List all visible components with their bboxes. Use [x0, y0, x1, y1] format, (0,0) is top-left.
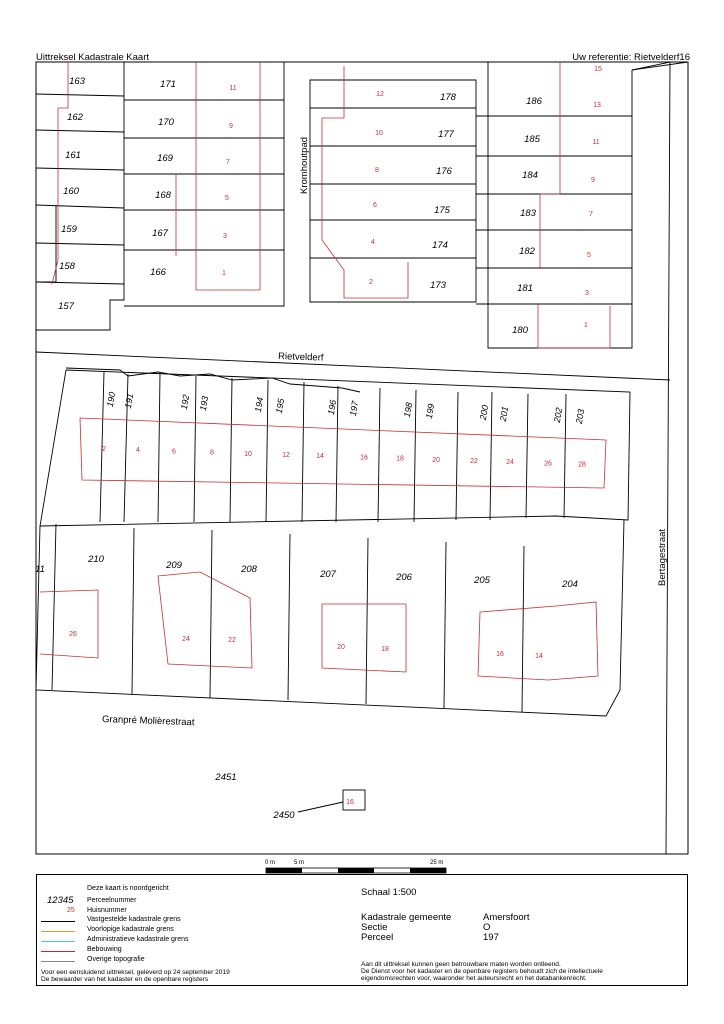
- pn-ra-5: 173: [430, 280, 446, 291]
- row-house-numbers: [102, 446, 586, 469]
- street-rietvelderf: Rietvelderf: [277, 351, 324, 364]
- row-parcel-numbers: [105, 391, 586, 425]
- hn-row-2: 6: [172, 448, 176, 456]
- hn-row-0: 2: [102, 446, 106, 453]
- pn-row-4: 194: [252, 396, 266, 413]
- pn-rb-4: 182: [519, 246, 535, 257]
- pn-left-4: 159: [61, 224, 77, 235]
- hn-2450: 16: [346, 799, 354, 806]
- hn-top-rb-4: 7: [589, 211, 593, 218]
- sectie-label: Sectie: [361, 922, 388, 933]
- hn-top-ra-0: 12: [376, 91, 384, 98]
- hn-bottom-4: 18: [381, 646, 389, 653]
- reference-text: Uw referentie: Rietvelderf16: [572, 52, 690, 63]
- hn-top-mid-5: 1: [222, 270, 226, 277]
- pn-ra-2: 176: [436, 166, 452, 177]
- legend-footer-1: Voor een eensluidend uittreksel, geleverd op 24 september 2019: [41, 969, 230, 976]
- pn-rb-5: 181: [517, 283, 533, 294]
- disclaimer-3: eigendomsrechten voor, waaronder het auteursrecht en het databankenrecht.: [361, 975, 587, 982]
- pn-bottom-0: 11: [35, 564, 45, 575]
- perceel-value: 197: [483, 932, 499, 943]
- hn-top-mid-4: 3: [223, 233, 227, 240]
- hn-bottom-1: 24: [182, 636, 190, 643]
- hn-row-13: 28: [578, 461, 586, 469]
- pn-2451: 2451: [215, 772, 237, 783]
- pn-left-5: 158: [59, 261, 75, 272]
- hn-row-5: 12: [282, 452, 290, 459]
- disclaimer-1: Aan dit uittreksel kunnen geen betrouwbare maten worden ontleend.: [361, 961, 561, 968]
- hn-bottom-6: 14: [535, 653, 543, 660]
- hn-top-rb-7: 1: [584, 322, 588, 329]
- pn-mid-5: 166: [150, 267, 166, 278]
- pn-left-0: 163: [69, 76, 85, 87]
- pn-rb-1: 185: [524, 134, 540, 145]
- hn-row-3: 8: [210, 449, 214, 457]
- pn-bottom-7: 204: [562, 579, 578, 590]
- sectie-value: O: [483, 922, 491, 933]
- legend-footer-2: De bewaarder van het kadaster en de openbare registers: [41, 976, 209, 983]
- pn-rb-6: 180: [512, 325, 528, 336]
- pn-row-12: 202: [551, 406, 565, 424]
- gemeente-label: Kadastrale gemeente: [361, 912, 452, 923]
- scale-t25: 25 m: [430, 860, 444, 866]
- scale-t0: 0 m: [265, 860, 276, 866]
- pn-row-8: 198: [401, 401, 415, 419]
- hn-top-rb-1: 13: [593, 102, 601, 109]
- pn-ra-3: 175: [434, 205, 450, 216]
- hn-row-1: 4: [136, 447, 140, 455]
- pn-ra-0: 178: [440, 92, 456, 103]
- hn-top-rb-0: 15: [594, 66, 602, 73]
- hn-top-ra-1: 10: [375, 130, 383, 137]
- pn-row-1: 191: [122, 392, 136, 410]
- pn-row-2: 192: [178, 393, 192, 411]
- pn-mid-4: 167: [152, 228, 168, 239]
- hn-row-11: 24: [506, 459, 514, 467]
- pn-left-3: 160: [63, 186, 79, 197]
- pn-row-11: 201: [497, 405, 511, 423]
- gemeente-value: Amersfoort: [483, 912, 530, 923]
- hn-top-ra-2: 8: [375, 167, 379, 174]
- hn-row-6: 14: [316, 453, 324, 461]
- pn-bottom-3: 208: [241, 564, 257, 575]
- perceel-label: Perceel: [361, 932, 394, 943]
- legend-parcel-label: Perceelnummer: [87, 897, 137, 904]
- pn-mid-2: 169: [157, 153, 173, 164]
- pn-left-6: 157: [58, 301, 74, 312]
- pn-left-1: 162: [67, 112, 83, 123]
- pn-bottom-4: 207: [320, 569, 336, 580]
- street-bertagestraat: Bertagestraat: [657, 528, 668, 586]
- hn-row-7: 16: [360, 454, 368, 462]
- hn-bottom-0: 26: [69, 631, 77, 638]
- pn-bottom-2: 209: [166, 560, 182, 571]
- hn-row-8: 18: [396, 455, 404, 463]
- hn-top-mid-1: 9: [229, 123, 233, 130]
- hn-top-rb-2: 11: [592, 139, 600, 146]
- hn-row-4: 10: [244, 450, 252, 458]
- pn-mid-3: 168: [155, 190, 171, 201]
- hn-row-10: 22: [470, 458, 478, 465]
- buildings: [40, 62, 610, 680]
- street-granpre: Granpré Molièrestraat: [101, 714, 195, 729]
- scale-bar: [265, 860, 446, 873]
- pn-bottom-5: 206: [396, 572, 412, 583]
- pn-row-9: 199: [423, 402, 437, 420]
- pn-row-10: 200: [477, 404, 491, 421]
- pn-rb-3: 183: [520, 208, 536, 219]
- pn-mid-1: 170: [158, 117, 174, 128]
- scale-text: Schaal 1:500: [361, 887, 417, 898]
- legend-house-sample: 25: [67, 907, 75, 914]
- hn-top-ra-3: 6: [373, 202, 377, 209]
- house-number-labels: [222, 66, 602, 329]
- pn-row-0: 190: [104, 391, 118, 408]
- hn-top-rb-3: 9: [591, 177, 595, 184]
- hn-top-ra-4: 4: [371, 239, 375, 246]
- hn-row-12: 26: [544, 460, 552, 468]
- disclaimer-2: De Dienst voor het kadaster en de openbare registers behoudt zich de intellectuele: [361, 968, 603, 975]
- pn-bottom-6: 205: [474, 575, 490, 586]
- pn-row-5: 195: [273, 397, 287, 415]
- pn-bottom-1: 210: [88, 554, 104, 565]
- hn-top-rb-6: 3: [585, 290, 589, 297]
- pn-ra-4: 174: [432, 240, 448, 251]
- pn-left-2: 161: [65, 150, 81, 161]
- map-title: Uittreksel Kadastrale Kaart: [36, 52, 149, 63]
- pn-row-13: 203: [573, 408, 587, 425]
- pn-rb-2: 184: [522, 170, 538, 181]
- hn-bottom-2: 22: [228, 637, 236, 644]
- hn-top-mid-3: 5: [225, 195, 229, 202]
- pn-2450: 2450: [273, 810, 295, 821]
- legend-house-label: Huisnummer: [87, 907, 127, 914]
- pn-ra-1: 177: [438, 129, 454, 140]
- legend-parcel-sample: 12345: [47, 895, 74, 906]
- pn-rb-0: 186: [526, 96, 542, 107]
- pn-row-7: 197: [347, 400, 361, 417]
- pn-row-3: 193: [197, 395, 211, 412]
- pn-row-6: 196: [325, 399, 339, 416]
- hn-top-mid-0: 11: [229, 85, 237, 92]
- hn-top-mid-2: 7: [226, 159, 230, 166]
- legend-panel: Deze kaart is noordgericht 12345 Perceelnummer 25 Huisnummer Vastgestelde kadastrale grens Voorlopige kadastrale grens Administratieve kadastrale grens Bebouwing Overige topografie Voor een eensluidend uittreksel, geleverd op 24 september 2019 De bewaarder van het kadaster en de openbare registers Schaal 1:500 Kadastrale gemeente Amersfoort Sectie O Perceel 197 Aan dit uittreksel kunnen geen betrouwbare maten worden ontleend. De Dienst voor het kadaster en de openbare registers behoudt zich de intellectuele eigendomsrechten voor, waaronder het auteursrecht en het databankenrecht.: [36, 874, 688, 986]
- hn-top-ra-5: 2: [369, 279, 373, 286]
- hn-row-9: 20: [432, 456, 440, 464]
- street-kromhoutpad: Kromhoutpad: [299, 136, 310, 194]
- hn-top-rb-5: 5: [587, 252, 591, 259]
- hn-bottom-5: 16: [496, 651, 504, 658]
- hn-bottom-3: 20: [337, 644, 345, 651]
- scale-t5: 5 m: [294, 860, 305, 866]
- pn-mid-0: 171: [160, 79, 176, 90]
